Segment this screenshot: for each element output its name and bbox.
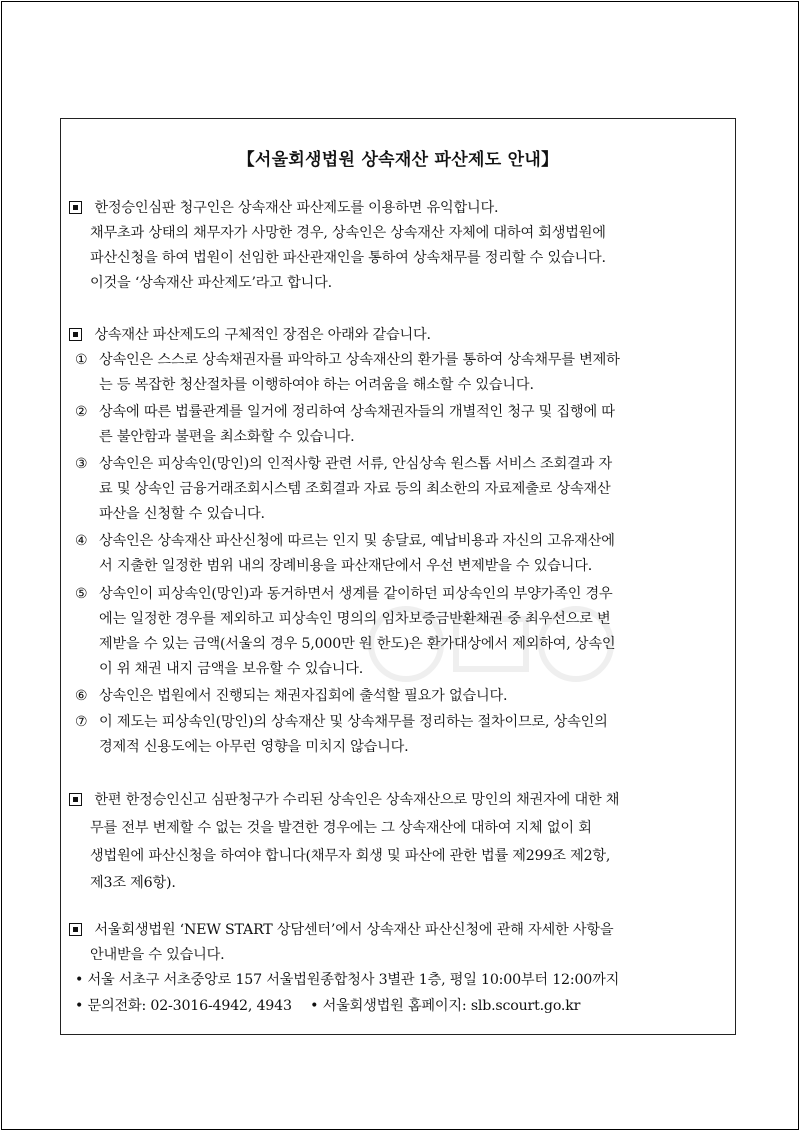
list-item-text: 에는 일정한 경우를 제외하고 피상속인 명의의 임차보증금반환채권 중 최우선으로 변 <box>99 611 611 627</box>
section4-line: 안내받을 수 있습니다. <box>90 947 225 963</box>
list-item-text: 상속인이 피상속인(망인)과 동거하면서 생계를 같이하던 피상속인의 부양가족인 경우 <box>99 586 613 602</box>
list-item-text: 이 제도는 피상속인(망인)의 상속재산 및 상속채무를 정리하는 절차이므로, 상속인의 <box>99 714 608 730</box>
list-item-marker: ① <box>75 352 88 368</box>
section2-heading-text: 상속재산 파산제도의 구체적인 장점은 아래와 같습니다. <box>94 327 431 343</box>
section1-text: 한정승인심판 청구인은 상속재산 파산제도를 이용하면 유익합니다. <box>94 200 499 216</box>
list-item-text: 상속인은 상속재산 파산신청에 따르는 인지 및 송달료, 예납비용과 자신의 고유재산에 <box>99 533 615 549</box>
notice-box <box>60 118 736 1035</box>
square-bullet-icon <box>69 201 82 214</box>
list-item-text: 제받을 수 있는 금액(서울의 경우 5,000만 원 한도)은 환가대상에서 제외하여, 상속인 <box>99 636 616 652</box>
list-item-text: 경제적 신용도에는 아무런 영향을 미치지 않습니다. <box>99 739 409 755</box>
contact-line <box>75 995 580 1017</box>
section3-line: 생법원에 파산신청을 하여야 합니다(채무자 회생 및 파산에 관한 법률 제299조 제2항, <box>90 848 611 864</box>
list-item-marker: ⑦ <box>75 714 88 730</box>
section1-line: 채무초과 상태의 채무자가 사망한 경우, 상속인은 상속재산 자체에 대하여 회생법원에 <box>90 225 606 241</box>
section3-line: 제3조 제6항). <box>90 875 176 891</box>
square-bullet-icon <box>69 923 82 936</box>
list-item-text: 상속인은 법원에서 진행되는 채권자집회에 출석할 필요가 없습니다. <box>99 688 508 704</box>
list-item-text: 상속인은 스스로 상속채권자를 파악하고 상속재산의 환가를 통하여 상속채무를 변제하 <box>99 352 620 368</box>
section1-line: 이것을 ‘상속재산 파산제도’라고 합니다. <box>90 275 332 291</box>
square-bullet-icon <box>69 328 82 341</box>
list-item-text: 이 위 채권 내지 금액을 보유할 수 있습니다. <box>99 661 364 677</box>
list-item-text: 른 불안함과 불편을 최소화할 수 있습니다. <box>99 429 355 445</box>
page-title: 【서울회생법원 상속재산 파산제도 안내】 <box>237 150 559 170</box>
section3-text: 한편 한정승인신고 심판청구가 수리된 상속인은 상속재산으로 망인의 채권자에 대한 채 <box>94 792 620 808</box>
section1-line <box>69 197 498 219</box>
homepage-link[interactable]: • 서울회생법원 홈페이지: slb.scourt.go.kr <box>310 998 581 1014</box>
section4-text: 서울회생법원 ‘NEW START 상담센터’에서 상속재산 파산신청에 관해 자세한 사항을 <box>94 922 614 938</box>
section3-line: 무를 전부 변제할 수 없는 것을 발견한 경우에는 그 상속재산에 대하여 지체 없이 회 <box>90 820 592 836</box>
list-item-text: 상속에 따른 법률관계를 일거에 정리하여 상속채권자들의 개별적인 청구 및 집행에 따 <box>99 404 615 420</box>
list-item-marker: ⑥ <box>75 688 88 704</box>
section3-line <box>69 789 619 811</box>
phone-number: • 문의전화: 02-3016-4942, 4943 <box>75 998 292 1014</box>
list-item-marker: ⑤ <box>75 586 88 602</box>
list-item-marker: ④ <box>75 533 88 549</box>
list-item-text: 서 지출한 일정한 범위 내의 장례비용을 파산재단에서 우선 변제받을 수 있습니다. <box>99 558 593 574</box>
section4-line <box>69 919 613 941</box>
list-item-text: 상속인은 피상속인(망인)의 인적사항 관련 서류, 안심상속 원스톱 서비스 조회결과 자 <box>99 456 612 472</box>
list-item-marker: ② <box>75 404 88 420</box>
square-bullet-icon <box>69 793 82 806</box>
section1-line: 파산신청을 하여 법원이 선임한 파산관재인을 통하여 상속채무를 정리할 수 있습니다. <box>90 250 606 266</box>
list-item-text: 파산을 신청할 수 있습니다. <box>99 506 265 522</box>
list-item-marker: ③ <box>75 456 88 472</box>
list-item-text: 는 등 복잡한 청산절차를 이행하여야 하는 어려움을 해소할 수 있습니다. <box>99 377 534 393</box>
address-line: • 서울 서초구 서초중앙로 157 서울법원종합청사 3별관 1층, 평일 10:00부터 12:00까지 <box>75 972 620 988</box>
section2-heading <box>69 324 431 346</box>
list-item-text: 료 및 상속인 금융거래조회시스템 조회결과 자료 등의 최소한의 자료제출로 상속재산 <box>99 481 611 497</box>
